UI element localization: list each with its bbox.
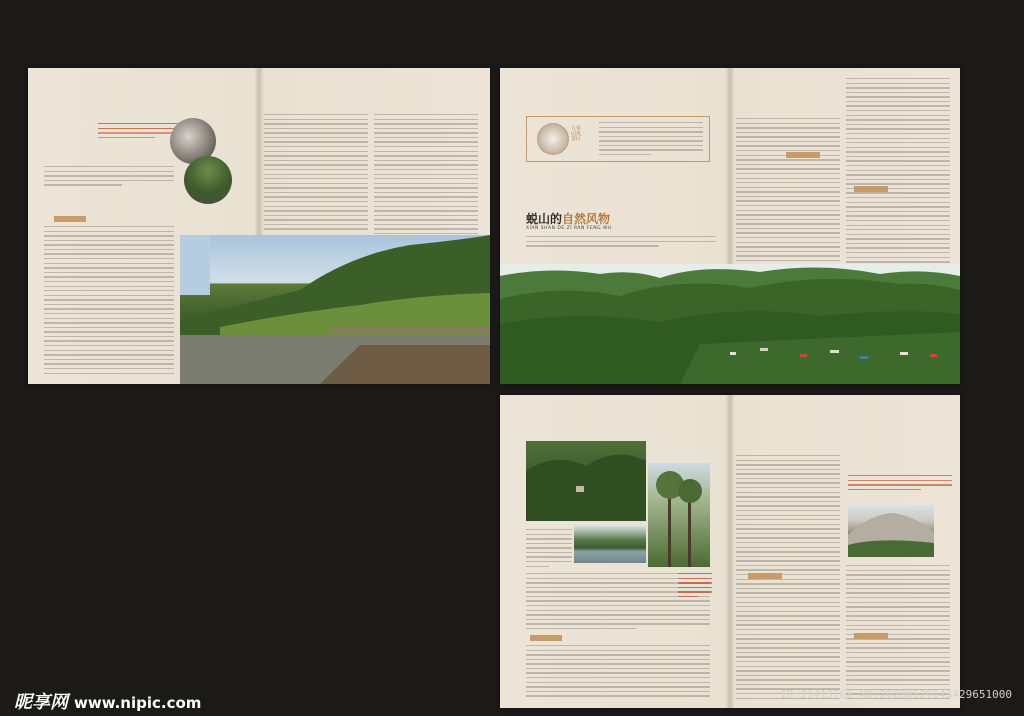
cliff-photo-artwork — [848, 505, 934, 557]
section-title-pinyin: XIAN SHAN DE ZI RAN FENG WU — [526, 226, 612, 231]
right-page-text-column-2 — [374, 114, 478, 244]
page-fold — [725, 395, 735, 708]
left-page-body-text-2 — [526, 645, 710, 703]
right-page-text-column-1 — [736, 455, 840, 703]
garden-photo-circle — [184, 156, 232, 204]
section-title — [526, 210, 610, 227]
section-subheading — [854, 633, 888, 639]
trees-photo-artwork — [648, 463, 710, 567]
left-page-body-text — [44, 226, 174, 376]
highlight-text-block — [848, 475, 952, 501]
lake-hillside-photo — [180, 235, 490, 384]
image-id-watermark: ID:21413768 NO:20200529143429651000 — [780, 688, 1012, 701]
caption-text — [526, 529, 572, 569]
forest-photo-artwork — [526, 441, 646, 521]
stamp-text — [599, 122, 703, 158]
temple-photo — [537, 123, 569, 155]
forest-valley-photo — [526, 441, 646, 521]
section-subheading — [786, 152, 820, 158]
mountain-photo-artwork — [500, 264, 960, 384]
section-subheading — [854, 186, 888, 192]
section-title-main: 蜕山的 — [526, 212, 563, 226]
right-page-text-column-2 — [846, 78, 950, 268]
brochure-spread-2 — [500, 68, 960, 384]
site-url[interactable]: www.nipic.com — [74, 694, 202, 712]
right-page-text-column-1 — [264, 114, 368, 232]
section-title-accent: 自然风物 — [562, 212, 611, 226]
right-page-text-column-1 — [736, 118, 840, 266]
brochure-spread-1 — [28, 68, 490, 384]
lake-photo-artwork — [180, 235, 490, 384]
stamp-frame — [526, 116, 710, 162]
quarry-cliff-photo — [848, 505, 934, 557]
section-subheading — [54, 216, 86, 222]
section-subheading — [748, 573, 782, 579]
stamp-label: 九华山风景区 — [571, 126, 582, 142]
highlight-text-block — [678, 573, 712, 613]
lakeside-pavilion-photo — [574, 525, 646, 563]
site-logo-text: 昵享网 — [14, 692, 68, 713]
section-subheading — [530, 635, 562, 641]
site-logo[interactable] — [14, 688, 201, 714]
highlight-text-block — [98, 123, 180, 153]
left-page-text-column — [44, 166, 174, 206]
intro-text — [526, 236, 716, 258]
brochure-spread-3 — [500, 395, 960, 708]
tall-trees-photo — [648, 463, 710, 567]
mountain-panorama-photo — [500, 264, 960, 384]
